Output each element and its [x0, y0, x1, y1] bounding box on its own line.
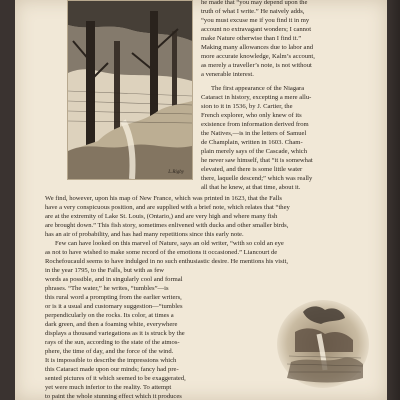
text-line: phere, the time of day, and the force of the wind.	[45, 348, 174, 355]
text-line: de Champlain, written in 1603. Cham-	[201, 139, 303, 146]
text-line: as not to have wished to make some record of the emotions it occasioned.” Liancourt de	[45, 249, 278, 256]
text-line: displays a thousand variegations as it is struck by the	[45, 330, 185, 337]
text-line: this Cataract made upon our minds; fancy had pre-	[45, 366, 179, 373]
text-line: sented pictures of it which seemed to be exaggerated,	[45, 375, 186, 382]
text-line: or is it a usual and customary suggestion—“tumbles	[45, 303, 183, 310]
text-line: in the year 1795, to the Falls, but with as few	[45, 267, 165, 274]
text-line: as merely a traveller’s note, is not without	[201, 62, 312, 69]
text-line: rays of the sun, according to the state of the atmos-	[45, 339, 180, 346]
text-line: words as possible, and in singularly cool and formal	[45, 276, 183, 283]
text-line: he made that “you may depend upon the	[201, 0, 308, 6]
text-line: perpendicularly on the rocks. Its color, at times a	[45, 312, 174, 319]
full-width-text	[45, 194, 375, 266]
text-line: phrases. “The water,” he writes, “tumbles”—is	[45, 285, 169, 292]
left-column-text	[45, 266, 263, 400]
text-line: yet were much inferior to the reality. To attempt	[45, 384, 172, 391]
text-line: Rochefoucauld seems to have indulged in no such enthusiastic desire. He mentions his visit,	[45, 258, 289, 265]
text-line: has an air of probability, and has had many repetitions since this early note.	[45, 231, 244, 238]
text-line: account no extravagant wonders; I cannot	[201, 26, 312, 33]
text-line: Making many allowances due to labor and	[201, 44, 314, 51]
text-line: Cataract in history, excepting a mere allu-	[201, 94, 312, 101]
text-line: are brought down.” This fish story, sometimes enlivened with ducks and other smaller birds,	[45, 222, 289, 229]
text-line: plain merely says of the Cascade, which	[201, 148, 308, 155]
text-line: the Natives,—is in the letters of Samuel	[201, 130, 307, 137]
text-line: there, laquelle descend;” which was really	[201, 175, 313, 182]
page-edge-shadow	[387, 0, 400, 400]
text-line: make Nature otherwise than I find it.”	[201, 35, 302, 42]
text-line: existence from information derived from	[201, 121, 309, 128]
text-line: a venerable interest.	[201, 71, 254, 78]
text-line: We find, however, upon his map of New France, which was printed in 1623, that the Falls	[45, 195, 282, 202]
text-line: The first appearance of the Niagara	[211, 85, 305, 92]
text-line: more accurate knowledge, Kalm’s account,	[201, 53, 315, 60]
text-line: he never saw himself, that “it is somewhat	[201, 157, 313, 164]
text-line: truth of what I write.” He naively adds,	[201, 8, 305, 15]
text-line: have a very conspicuous position, and are supplied with a brief note, which relates that “they	[45, 204, 290, 211]
right-column-text	[201, 0, 377, 192]
engraving-signature: L.Rigby	[168, 170, 184, 175]
text-line: to paint the whole stunning effect which it produces	[45, 393, 182, 400]
text-line: French explorer, who only knew of its	[201, 112, 302, 119]
text-line: all that he knew, at that time, about it.	[201, 184, 301, 191]
text-line: Few can have looked on this marvel of Nature, says an old writer, “with so cold an eye	[55, 240, 284, 247]
waterfall-engraving	[273, 292, 373, 392]
text-line: are at the extremity of Lake St. Louis, (Ontario,) and are very high and where many fish	[45, 213, 278, 220]
text-line: “you must excuse me if you find it in my	[201, 17, 310, 24]
text-line: elevated, and there is some little water	[201, 166, 303, 173]
text-line: this rural word a prompting from the earlier writers,	[45, 294, 182, 301]
book-page	[15, 0, 387, 400]
text-line: dark green, and then a foaming white, everywhere	[45, 321, 178, 328]
text-line: It is impossible to describe the impressions which	[45, 357, 177, 364]
forest-engraving	[67, 0, 193, 180]
text-line: sion to it in 1536, by J. Cartier, the	[201, 103, 293, 110]
